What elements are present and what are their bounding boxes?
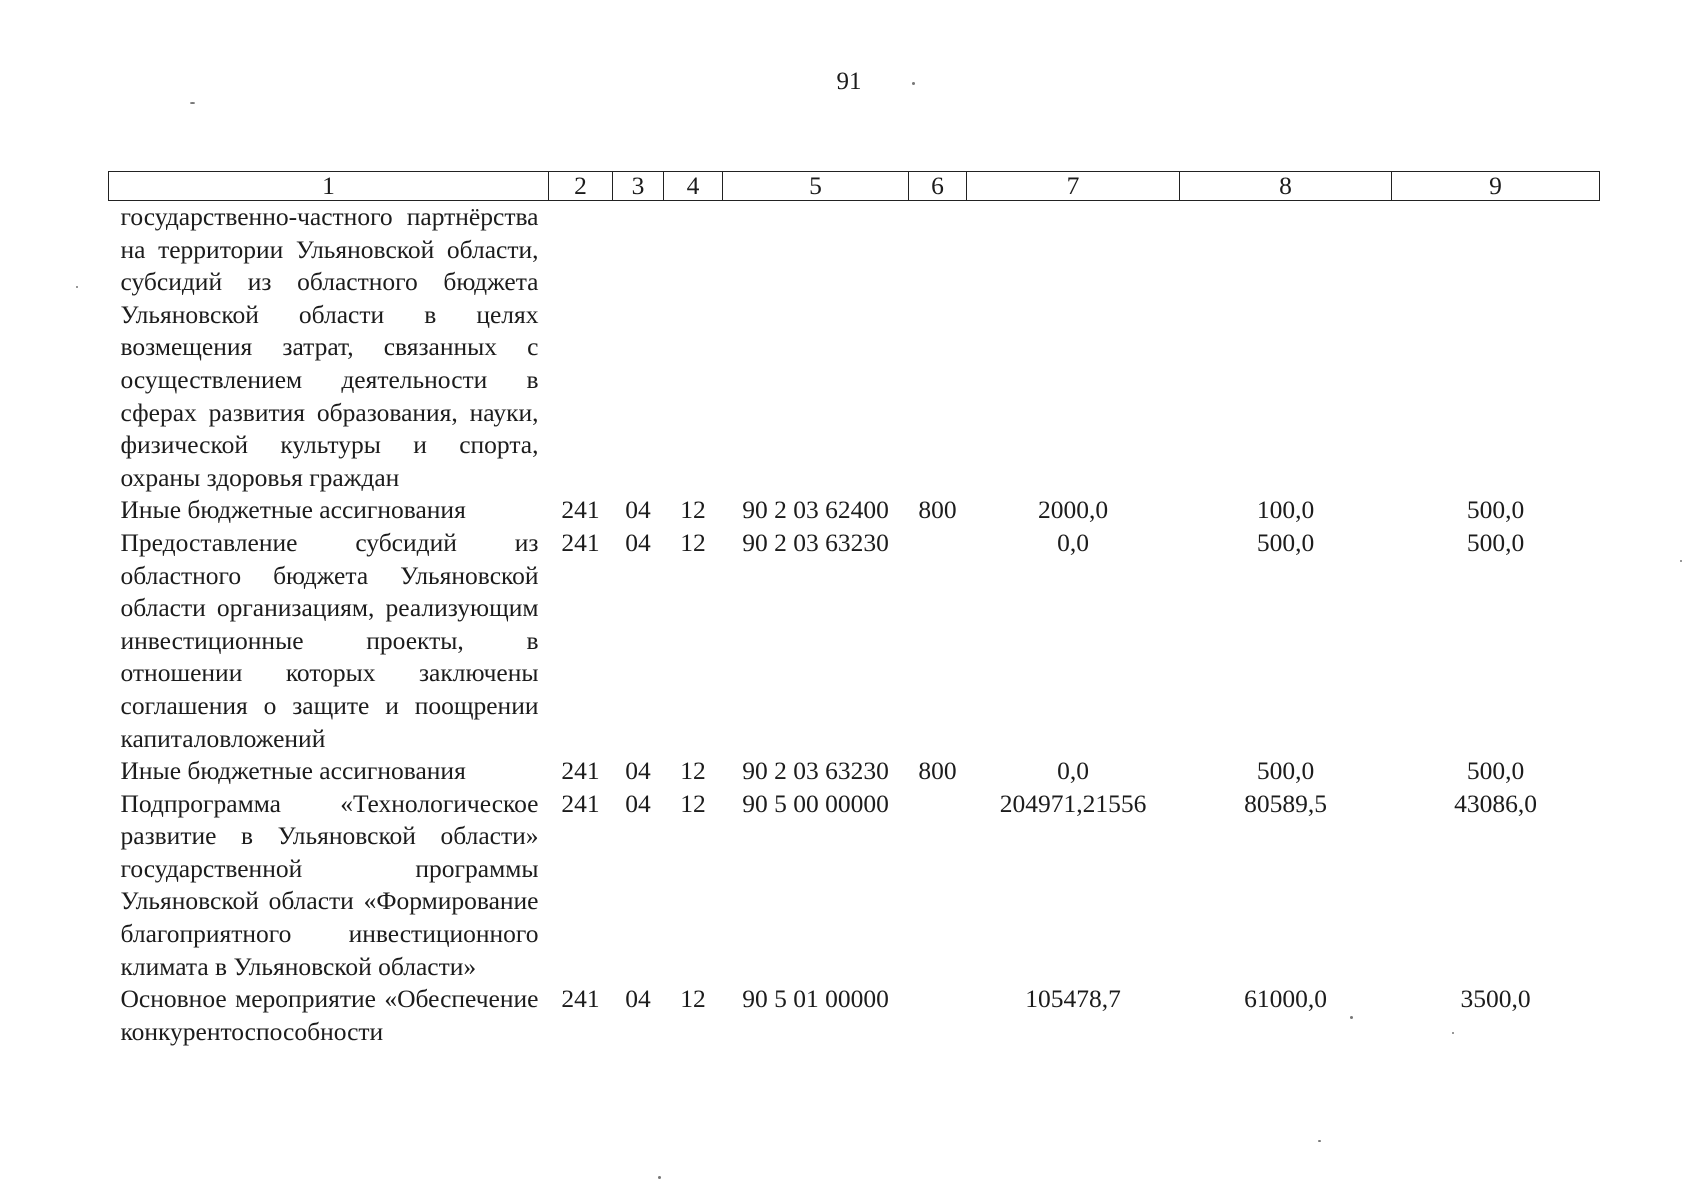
row-target-article [723,201,909,495]
table-row [109,494,1600,527]
row-subsection-code: 12 [680,756,706,786]
row-expense-type [909,201,967,495]
row-subsection-code: 12 [680,527,706,557]
row-section-code: 04 [625,984,651,1014]
budget-table [108,171,1600,1048]
row-target-article: 90 2 03 62400 [742,495,889,525]
row-target-article: 90 2 03 63230 [742,527,889,557]
row-ministry-code: 241 [561,788,600,818]
row-target-article: 90 5 01 00000 [742,984,889,1014]
row-amount-col7: 204971,21556 [999,788,1147,818]
column-header-9: 9 [1392,172,1600,201]
row-amount-col8: 500,0 [1256,527,1315,557]
row-expense-type: 800 [918,756,957,786]
row-ministry-code: 241 [561,495,600,525]
column-header-6: 6 [909,172,967,201]
scan-speck [190,102,195,104]
column-header-2: 2 [549,172,613,201]
row-amount-col9: 500,0 [1466,495,1525,525]
row-subsection-code: 12 [680,984,706,1014]
row-name: Иные бюджетные ассигнования [120,756,466,786]
row-amount-col7: 105478,7 [1025,984,1121,1014]
row-amount-col8: 500,0 [1256,756,1315,786]
row-ministry-code [549,201,613,495]
row-ministry-code: 241 [561,984,600,1014]
row-amount-col9 [1392,201,1600,495]
row-amount-col8 [1180,201,1392,495]
row-amount-col8: 100,0 [1256,495,1315,525]
row-section-code: 04 [625,788,651,818]
column-header-4: 4 [664,172,723,201]
row-amount-col9: 43086,0 [1454,788,1537,818]
row-name: государственно-частного партнёрства на территории Ульяновской области, субсидий из областного бюджета Ульяновской области в целях возмещения затрат, связанных с осуществлением деятельности в сферах развития образования, науки, физической культуры и спорта, охраны здоровья граждан [120,202,539,492]
row-section-code: 04 [625,756,651,786]
row-amount-col8: 61000,0 [1244,984,1327,1014]
row-expense-type: 800 [918,495,957,525]
row-expense-type [909,788,967,984]
table-row [109,983,1600,1048]
row-name: Основное мероприятие «Обеспечение конкурентоспособности [120,984,539,1046]
row-amount-col7: 0,0 [1057,527,1089,557]
table-row [109,788,1600,984]
table-row [109,755,1600,788]
column-header-3: 3 [613,172,664,201]
page-number: 91 [836,68,862,95]
row-expense-type [909,983,967,1048]
row-amount-col7 [967,201,1180,495]
row-amount-col9: 500,0 [1466,527,1525,557]
row-amount-col7: 0,0 [1057,756,1089,786]
row-name: Иные бюджетные ассигнования [120,495,466,525]
scan-speck [1318,1140,1321,1142]
scan-speck [658,1176,661,1179]
row-amount-col8: 80589,5 [1244,788,1327,818]
row-subsection-code: 12 [680,495,706,525]
row-amount-col9: 500,0 [1466,756,1525,786]
row-name: Подпрограмма «Технологическое развитие в Ульяновской области» государственной программы Ульяновской области «Формирование благоприятного инвестиционного климата в Ульяновской области» [120,788,539,981]
scan-speck [1680,560,1682,562]
column-header-7: 7 [967,172,1180,201]
table-row [109,527,1600,755]
scan-speck [76,286,78,288]
row-subsection-code [664,201,723,495]
column-header-1: 1 [109,172,549,201]
column-header-8: 8 [1180,172,1392,201]
column-number-header [109,172,1600,201]
row-amount-col7: 2000,0 [1037,495,1109,525]
row-amount-col9: 3500,0 [1460,984,1531,1014]
column-header-5: 5 [723,172,909,201]
row-expense-type [909,527,967,755]
row-target-article: 90 5 00 00000 [742,788,889,818]
row-section-code [613,201,664,495]
scan-speck [912,82,915,85]
row-ministry-code: 241 [561,756,600,786]
row-subsection-code: 12 [680,788,706,818]
row-ministry-code: 241 [561,527,600,557]
row-target-article: 90 2 03 63230 [742,756,889,786]
table-row [109,201,1600,495]
row-section-code: 04 [625,527,651,557]
row-section-code: 04 [625,495,651,525]
row-name: Предоставление субсидий из областного бюджета Ульяновской области организациям, реализующим инвестиционные проекты, в отношении которых заключены соглашения о защите и поощрении капиталовложений [120,527,539,753]
